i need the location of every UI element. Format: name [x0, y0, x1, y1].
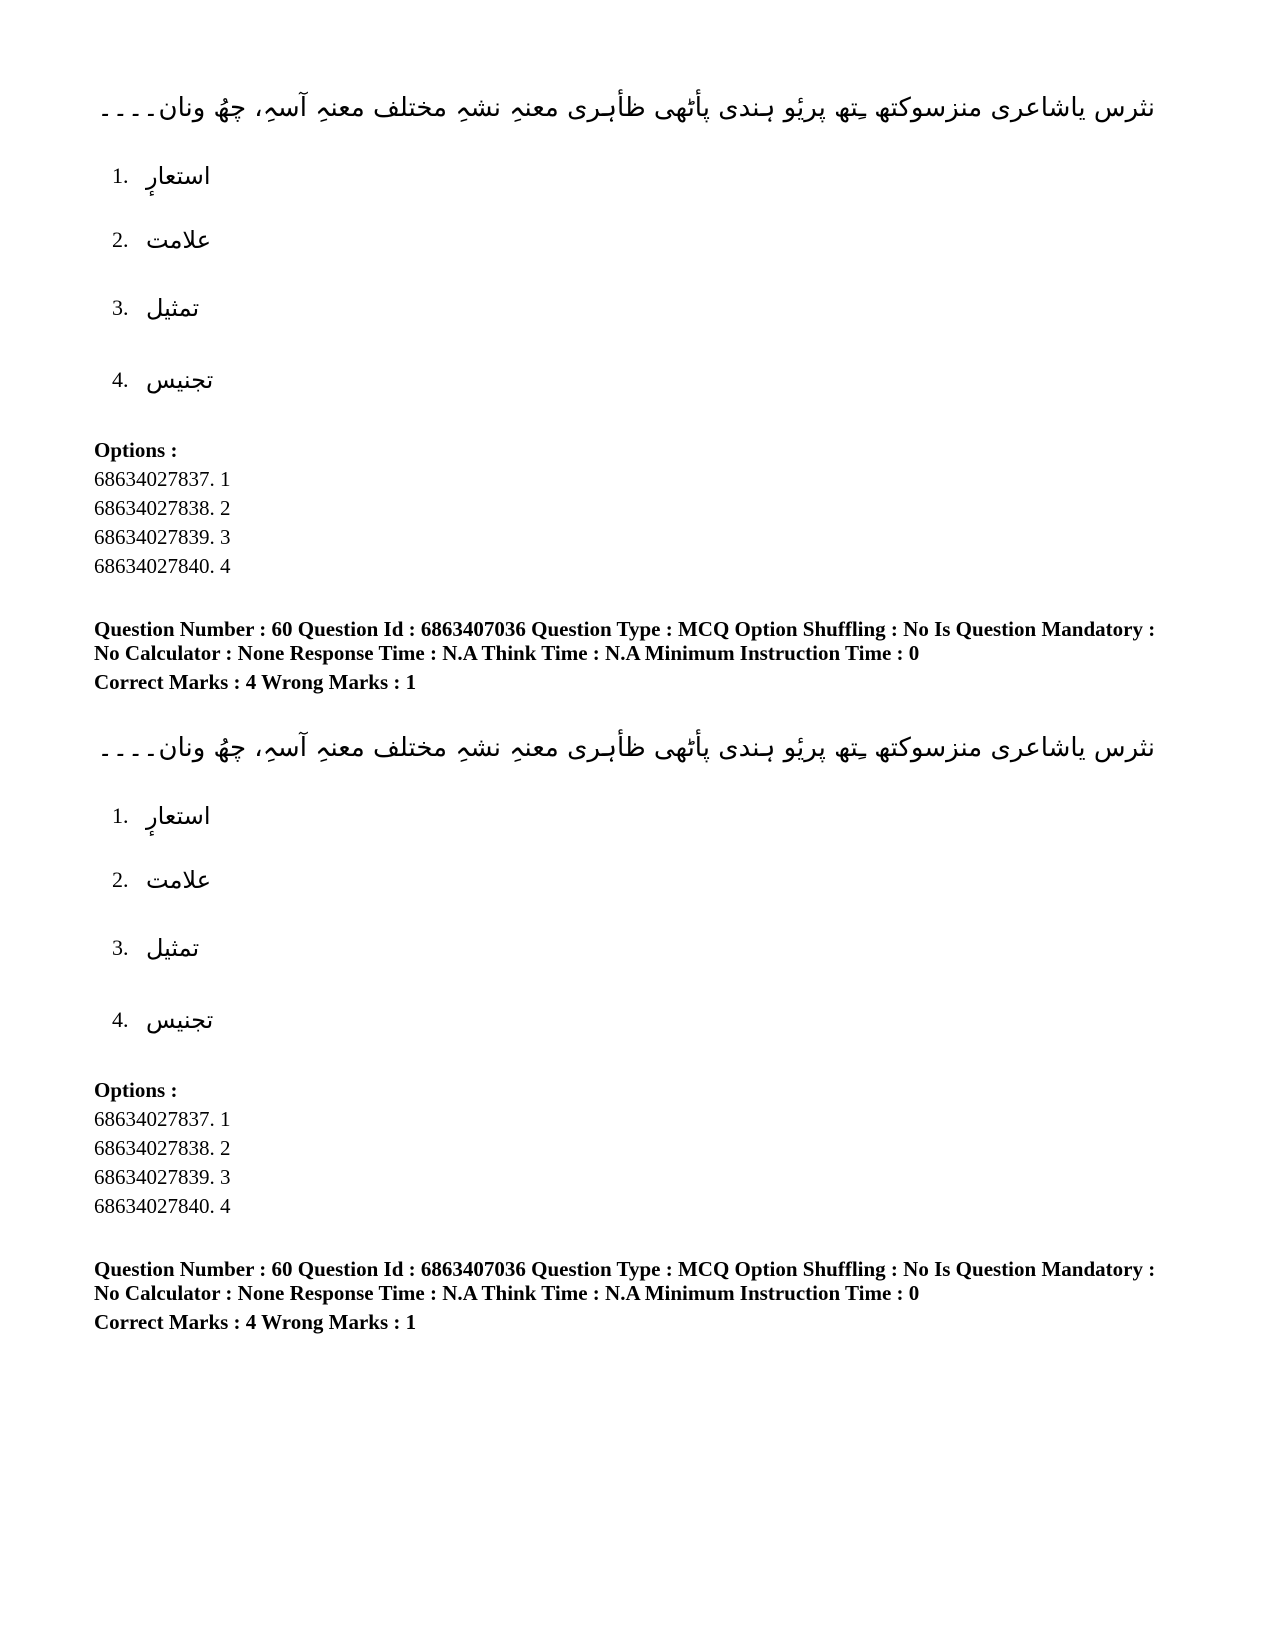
choice-number: 3.: [112, 295, 129, 320]
choice-3: [112, 924, 199, 972]
options-label: Options :: [94, 1078, 178, 1102]
choice-1: [112, 152, 211, 200]
question-meta-line-1: Question Number : 60 Question Id : 6863407036 Question Type : MCQ Option Shuffling : No Is Question Mandatory :: [94, 617, 1156, 641]
question-text: نثرس یاشاعری منزسوکتھ ـِتھ پریٔو ہندی پأٹھی ظأہری معنہِ نشہِ مختلف معنہِ آسہِ، چھُ ونان۔۔۔۔: [97, 733, 1155, 763]
option-line: 68634027837. 1: [94, 467, 231, 491]
choice-3: [112, 284, 199, 332]
choice-text: تمثیل: [146, 934, 200, 962]
marks-line: Correct Marks : 4 Wrong Marks : 1: [94, 670, 417, 694]
choice-number: 1.: [112, 163, 129, 188]
choice-2: [112, 216, 211, 264]
choice-number: 2.: [112, 867, 129, 892]
choice-number: 4.: [112, 367, 129, 392]
option-line: 68634027839. 3: [94, 1165, 231, 1189]
choice-text: تجنیس: [146, 366, 214, 394]
choice-number: 2.: [112, 227, 129, 252]
options-label: Options :: [94, 438, 178, 462]
option-line: 68634027838. 2: [94, 496, 231, 520]
choice-1: [112, 792, 211, 840]
question-meta-line-2: No Calculator : None Response Time : N.A Think Time : N.A Minimum Instruction Time : 0: [94, 1281, 920, 1305]
choice-text: تجنیس: [146, 1006, 214, 1034]
option-line: 68634027840. 4: [94, 554, 231, 578]
question-text: نثرس یاشاعری منزسوکتھ ـِتھ پریٔو ہندی پأٹھی ظأہری معنہِ نشہِ مختلف معنہِ آسہِ، چھُ ونان۔۔۔۔: [97, 93, 1155, 123]
choice-4: [112, 356, 213, 404]
choice-number: 1.: [112, 803, 129, 828]
choice-text: استعارٕ: [146, 162, 211, 190]
option-line: 68634027838. 2: [94, 1136, 231, 1160]
question-meta-line-2: No Calculator : None Response Time : N.A Think Time : N.A Minimum Instruction Time : 0: [94, 641, 920, 665]
option-line: 68634027837. 1: [94, 1107, 231, 1131]
choice-number: 3.: [112, 935, 129, 960]
choice-text: علامت: [146, 866, 212, 894]
choice-text: استعارٕ: [146, 802, 211, 830]
choice-2: [112, 856, 211, 904]
choice-text: تمثیل: [146, 294, 200, 322]
option-line: 68634027839. 3: [94, 525, 231, 549]
question-meta-line-1: Question Number : 60 Question Id : 6863407036 Question Type : MCQ Option Shuffling : No Is Question Mandatory :: [94, 1257, 1156, 1281]
choice-number: 4.: [112, 1007, 129, 1032]
choice-text: علامت: [146, 226, 212, 254]
option-line: 68634027840. 4: [94, 1194, 231, 1218]
marks-line: Correct Marks : 4 Wrong Marks : 1: [94, 1310, 417, 1334]
choice-4: [112, 996, 213, 1044]
